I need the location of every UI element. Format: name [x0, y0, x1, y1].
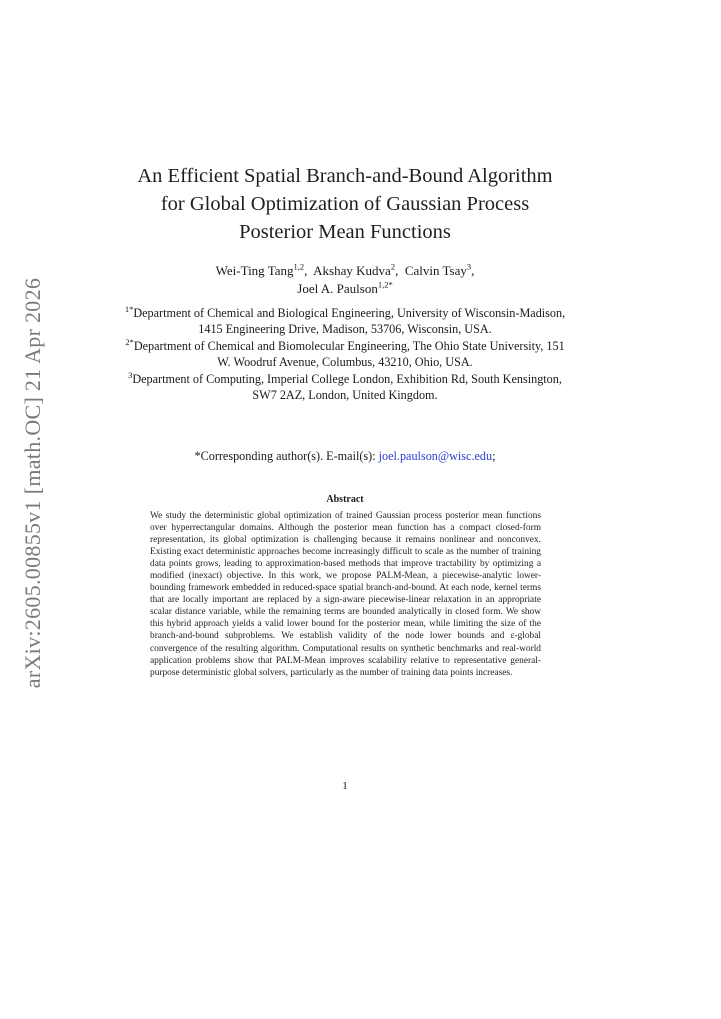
affiliation-text: Department of Computing, Imperial College London, Exhibition Rd, South Kensington, SW7 2AZ, London, United Kingdom. — [132, 371, 562, 403]
author-affiliation-marker: 2 — [390, 261, 396, 272]
author-name: Akshay Kudva — [313, 263, 391, 278]
affiliation-item — [120, 371, 570, 404]
page-number: 1 — [342, 780, 348, 792]
corresponding-suffix: ; — [492, 449, 496, 463]
affiliation-marker: 1* — [124, 303, 134, 314]
author-list: Wei-Ting Tang$^{1,2}$, Akshay Kudva$^2$, Calvin Tsay$^3$, Joel A. Paulson$^{1,2*}$ — [215, 261, 475, 296]
affiliation-marker: 3 — [128, 369, 133, 380]
arxiv-identifier: arXiv:2605.00855v1 [math.OC] 21 Apr 2026 — [20, 277, 45, 688]
paper-title — [100, 162, 590, 246]
abstract-heading: Abstract — [326, 494, 364, 505]
title-line-1: An Efficient Spatial Branch-and-Bound Algorithm — [137, 165, 553, 187]
author-name: Calvin Tsay — [404, 263, 467, 278]
affiliation-text: Department of Chemical and Biomolecular Engineering, The Ohio State University, 151 W. Woodruf Avenue, Columbus, 43210, Ohio, USA. — [133, 338, 565, 370]
author-affiliation-marker: 3 — [466, 261, 472, 272]
corresponding-author — [120, 449, 570, 464]
author-name: Joel A. Paulson — [297, 281, 378, 296]
corresponding-label: *Corresponding author(s). E-mail(s): — [194, 449, 379, 463]
affiliation-marker: 2* — [125, 336, 134, 347]
author-affiliation-marker: 1,2 — [293, 261, 305, 272]
affiliation-text: Department of Chemical and Biological Engineering, University of Wisconsin-Madison, 1415 Engineering Drive, Madison, 53706, Wisconsin, USA. — [133, 306, 566, 337]
title-line-3: Posterior Mean Functions — [239, 221, 451, 243]
email-link[interactable]: joel.paulson@wisc.edu — [378, 449, 493, 463]
title-line-2: for Global Optimization of Gaussian Process — [160, 193, 530, 215]
author-affiliation-marker: 1,2* — [377, 279, 393, 290]
affiliation-item — [120, 305, 570, 338]
abstract-body: We study the deterministic global optimization of trained Gaussian process posterior mean functions over hyperrectangular domains. Although the posterior mean function has a compact closed-form representation, its global optimization is challenging because it remains nonlinear and nonconvex. Existing exact deterministic approaches become increasingly difficult to scale as the number of training data points grows, leading to approximation-based methods that improve tractability by optimizing a modified (inexact) objective. In this work, we propose PALM-Mean, a piecewise-analytic lower-bounding framework embedded in reduced-space spatial branch-and-bound. At each node, kernel terms that are locally important are replaced by a sign-aware piecewise-linear relaxation in an appropriate scalar distance variable, while the remaining terms are bounded analytically in closed form. We show this hybrid approach yields a valid lower bound for the posterior mean, while limiting the size of the branch-and-bound subproblems. We establish validity of the node lower bounds and ε-global convergence of the resulting algorithm. Computational results on synthetic benchmarks and real-world application problems show that PALM-Mean improves scalability relative to representative general-purpose deterministic global solvers, particularly as the number of training data points increases. — [150, 511, 541, 678]
arxiv-sidebar — [18, 277, 48, 688]
author-name: Wei-Ting Tang — [215, 263, 294, 278]
affiliation-item — [120, 338, 570, 371]
affiliations — [120, 305, 570, 403]
